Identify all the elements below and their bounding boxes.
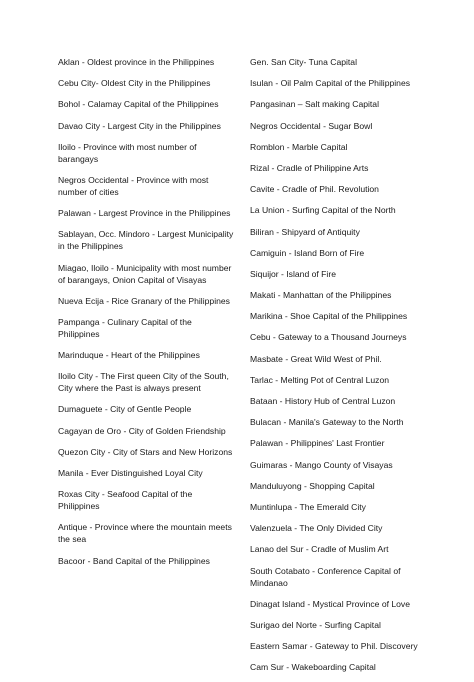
list-item: Valenzuela - The Only Divided City (250, 523, 383, 534)
list-item: Cebu - Gateway to a Thousand Journeys (250, 332, 407, 343)
list-item: Surigao del Norte - Surfing Capital (250, 619, 381, 630)
list-item: Roxas City - Seafood Capital of the Philippines (58, 489, 193, 512)
list-item: Negros Occidental - Province with most number of cities (58, 174, 209, 197)
list-item: Davao City - Largest City in the Philippines (58, 120, 221, 131)
list-item: Gen. San City- Tuna Capital (250, 57, 357, 67)
list-item: Antique - Province where the mountain meets the sea (58, 522, 232, 545)
list-item: Muntinlupa - The Emerald City (250, 501, 366, 512)
list-item: Iloilo - Province with most number of barangays (58, 141, 197, 164)
left-column-list (58, 56, 234, 576)
list-item: Bulacan - Manila's Gateway to the North (250, 417, 404, 428)
list-item: Manila - Ever Distinguished Loyal City (58, 468, 203, 478)
list-item: Palawan - Philippines' Last Frontier (250, 438, 385, 449)
list-item: Bataan - History Hub of Central Luzon (250, 396, 396, 406)
list-item: Sablayan, Occ. Mindoro - Largest Municipality in the Philippines (58, 229, 234, 252)
list-item: Quezon City - City of Stars and New Horizons (58, 446, 233, 457)
list-item: Cam Sur - Wakeboarding Capital (250, 662, 376, 673)
list-item: Marikina - Shoe Capital of the Philippines (250, 311, 408, 322)
list-item: Pampanga - Culinary Capital of the Philippines (58, 316, 192, 339)
list-item: Camiguin - Island Born of Fire (250, 247, 365, 258)
list-item: Romblon - Marble Capital (250, 141, 348, 152)
list-item: Guimaras - Mango County of Visayas (250, 459, 393, 470)
list-item: Pangasinan – Salt making Capital (250, 99, 379, 110)
list-item: Dumaguete - City of Gentle People (58, 404, 192, 415)
list-item: Nueva Ecija - Rice Granary of the Philippines (58, 295, 230, 306)
list-item: Aklan - Oldest province in the Philippines (58, 57, 215, 67)
list-item: Cagayan de Oro - City of Golden Friendship (58, 425, 226, 436)
list-item: Miagao, Iloilo - Municipality with most number of barangays, Onion Capital of Visayas (58, 262, 232, 285)
list-item: Manduluyong - Shopping Capital (250, 480, 375, 491)
list-item: Tarlac - Melting Pot of Central Luzon (250, 374, 389, 385)
list-item: Negros Occidental - Sugar Bowl (250, 120, 373, 131)
list-item: Siquijor - Island of Fire (250, 268, 336, 279)
list-item: Bacoor - Band Capital of the Philippines (58, 555, 210, 566)
list-item: Cebu City- Oldest City in the Philippines (58, 78, 211, 89)
list-item: Isulan - Oil Palm Capital of the Philippines (250, 78, 411, 89)
list-item: Eastern Samar - Gateway to Phil. Discovery (250, 641, 418, 652)
list-item: Makati - Manhattan of the Philippines (250, 290, 392, 301)
list-item: Dinagat Island - Mystical Province of Love (250, 598, 411, 609)
list-item: Marinduque - Heart of the Philippines (58, 350, 200, 361)
list-item: La Union - Surfing Capital of the North (250, 205, 396, 216)
list-item: Palawan - Largest Province in the Philippines (58, 208, 231, 219)
list-item: South Cotabato - Conference Capital of Mindanao (250, 565, 401, 588)
list-item: Rizal - Cradle of Philippine Arts (250, 162, 369, 173)
list-item: Bohol - Calamay Capital of the Philippines (58, 99, 219, 110)
list-item: Lanao del Sur - Cradle of Muslim Art (250, 544, 389, 555)
list-item: Cavite - Cradle of Phil. Revolution (250, 184, 379, 195)
list-item: Iloilo City - The First queen City of the South, City where the Past is always present (58, 371, 229, 394)
right-column-list (250, 56, 422, 682)
list-item: Masbate - Great Wild West of Phil. (250, 353, 382, 364)
list-item: Biliran - Shipyard of Antiquity (250, 226, 360, 237)
